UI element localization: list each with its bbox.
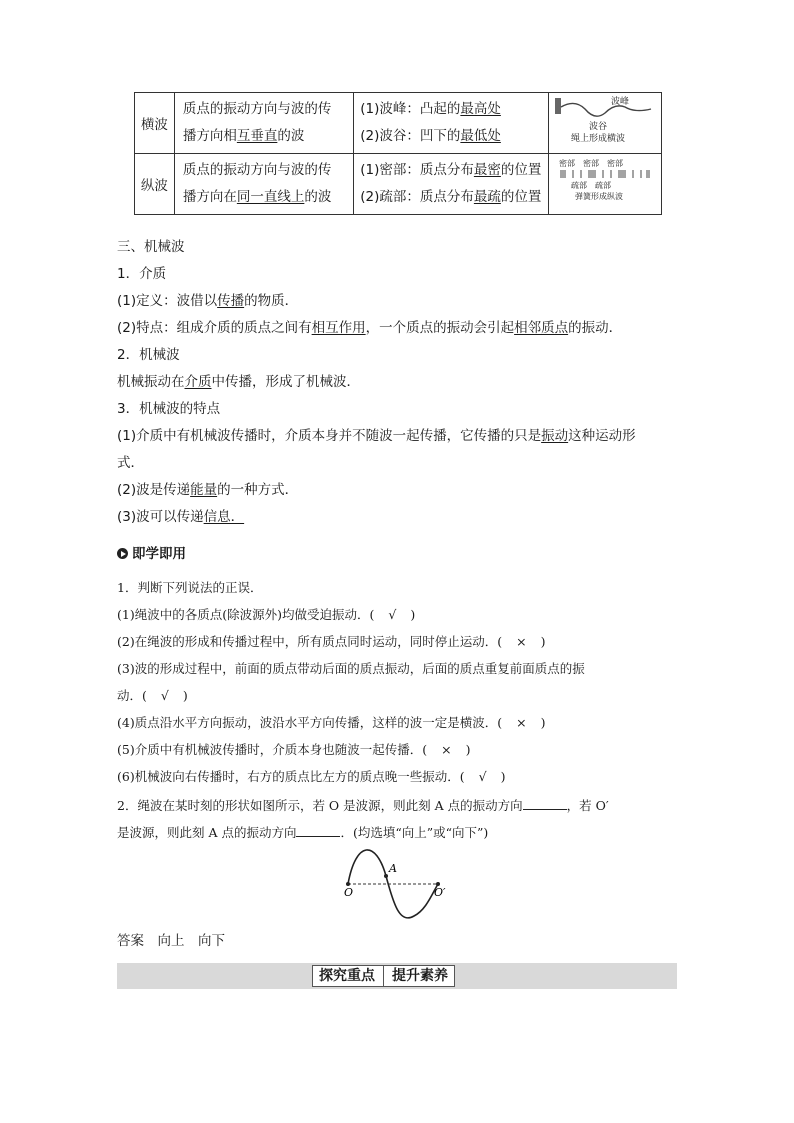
wave-types-table bbox=[134, 92, 662, 215]
paragraph: (1)介质中有机械波传播时，介质本身并不随波一起传播，它传播的只是振动这种运动形 bbox=[117, 428, 636, 444]
list-item: (4)质点沿水平方向振动，波沿水平方向传播，这样的波一定是横波．( × ) bbox=[117, 715, 546, 730]
answer-text: 答案 向上 向下 bbox=[117, 933, 225, 949]
transverse-wave-figure bbox=[553, 95, 657, 147]
label-o: O bbox=[344, 886, 354, 899]
table-row bbox=[135, 93, 662, 154]
label-a: A bbox=[389, 862, 397, 875]
transverse-wave-figure-cell bbox=[549, 93, 662, 154]
subsection-title: 1．介质 bbox=[117, 266, 167, 282]
question-title: 1．判断下列说法的正误． bbox=[117, 580, 263, 595]
feature-line: (1)密部：质点分布最密的位置 bbox=[360, 162, 542, 178]
list-item: (6)机械波向右传播时，右方的质点比左方的质点晚一些振动．( √ ) bbox=[117, 769, 506, 784]
spring-coils bbox=[561, 170, 649, 178]
feature-line: (1)波峰：凸起的最高处 bbox=[360, 101, 501, 117]
paragraph: (1)定义：波借以传播的物质． bbox=[117, 293, 299, 309]
answer-blank[interactable] bbox=[523, 797, 567, 810]
longitudinal-wave-figure-cell bbox=[549, 154, 662, 215]
figure-caption: 绳上形成横波 bbox=[571, 134, 626, 144]
list-item: (5)介质中有机械波传播时，介质本身也随波一起传播．( × ) bbox=[117, 742, 471, 757]
longitudinal-wave-figure bbox=[553, 156, 657, 208]
subsection-title: 3．机械波的特点 bbox=[117, 401, 221, 417]
paragraph: (2)特点：组成介质的质点之间有相互作用，一个质点的振动会引起相邻质点的振动． bbox=[117, 320, 623, 336]
feature-line: (2)疏部：质点分布最疏的位置 bbox=[360, 189, 542, 205]
feature-line: (2)波谷：凹下的最低处 bbox=[360, 128, 501, 144]
definition-line: 播方向相互垂直的波 bbox=[182, 128, 305, 144]
list-item: (2)在绳波的形成和传播过程中，所有质点同时运动，同时停止运动．( × ) bbox=[117, 634, 546, 649]
paragraph: (2)波是传递能量的一种方式． bbox=[117, 482, 299, 498]
compression-label: 密部 密部 密部 bbox=[559, 159, 624, 168]
list-item: 动．( √ ) bbox=[117, 688, 188, 703]
wave-type-cell: 纵波 bbox=[135, 154, 175, 215]
section-banner-title: 探究重点 提升素养 bbox=[312, 965, 455, 987]
definition-cell bbox=[174, 93, 353, 154]
paragraph: 式． bbox=[117, 455, 144, 471]
point-a bbox=[384, 874, 388, 878]
feature-cell bbox=[354, 93, 549, 154]
practice-heading: 即学即用 bbox=[117, 542, 186, 562]
question-line: 是波源，则此刻 A 点的振动方向 ．(均选填“向上”或“向下”) bbox=[117, 825, 489, 840]
list-item: (1)绳波中的各质点(除波源外)均做受迫振动．( √ ) bbox=[117, 607, 416, 622]
definition-cell bbox=[174, 154, 353, 215]
trough-label: 波谷 bbox=[589, 122, 608, 132]
rope-curve bbox=[561, 103, 651, 116]
paragraph: (3)波可以传递信息． bbox=[117, 509, 245, 525]
answer-blank[interactable] bbox=[296, 824, 340, 837]
section-title: 三、机械波 bbox=[117, 239, 185, 255]
list-item: (3)波的形成过程中，前面的质点带动后面的质点振动，后面的质点重复前面质点的振 bbox=[117, 661, 585, 676]
paragraph: 机械振动在介质中传播，形成了机械波． bbox=[117, 374, 360, 390]
rope-wave-figure bbox=[338, 846, 458, 922]
subsection-title: 2．机械波 bbox=[117, 347, 180, 363]
table-row bbox=[135, 154, 662, 215]
label-o-prime: O′ bbox=[434, 886, 446, 899]
feature-cell bbox=[354, 154, 549, 215]
definition-line: 质点的振动方向与波的传 bbox=[182, 101, 332, 117]
definition-line: 播方向在同一直线上的波 bbox=[182, 189, 332, 205]
definition-line: 质点的振动方向与波的传 bbox=[182, 162, 332, 178]
figure-caption: 弹簧形成纵波 bbox=[575, 192, 624, 201]
crest-label: 波峰 bbox=[611, 97, 630, 107]
rope-holder bbox=[555, 98, 561, 114]
question-line: 2．绳波在某时刻的形状如图所示，若 O 是波源，则此刻 A 点的振动方向 ，若 O′ bbox=[117, 798, 609, 813]
rarefaction-label: 疏部 疏部 bbox=[571, 181, 612, 190]
play-icon bbox=[117, 548, 128, 559]
wave-type-cell: 横波 bbox=[135, 93, 175, 154]
